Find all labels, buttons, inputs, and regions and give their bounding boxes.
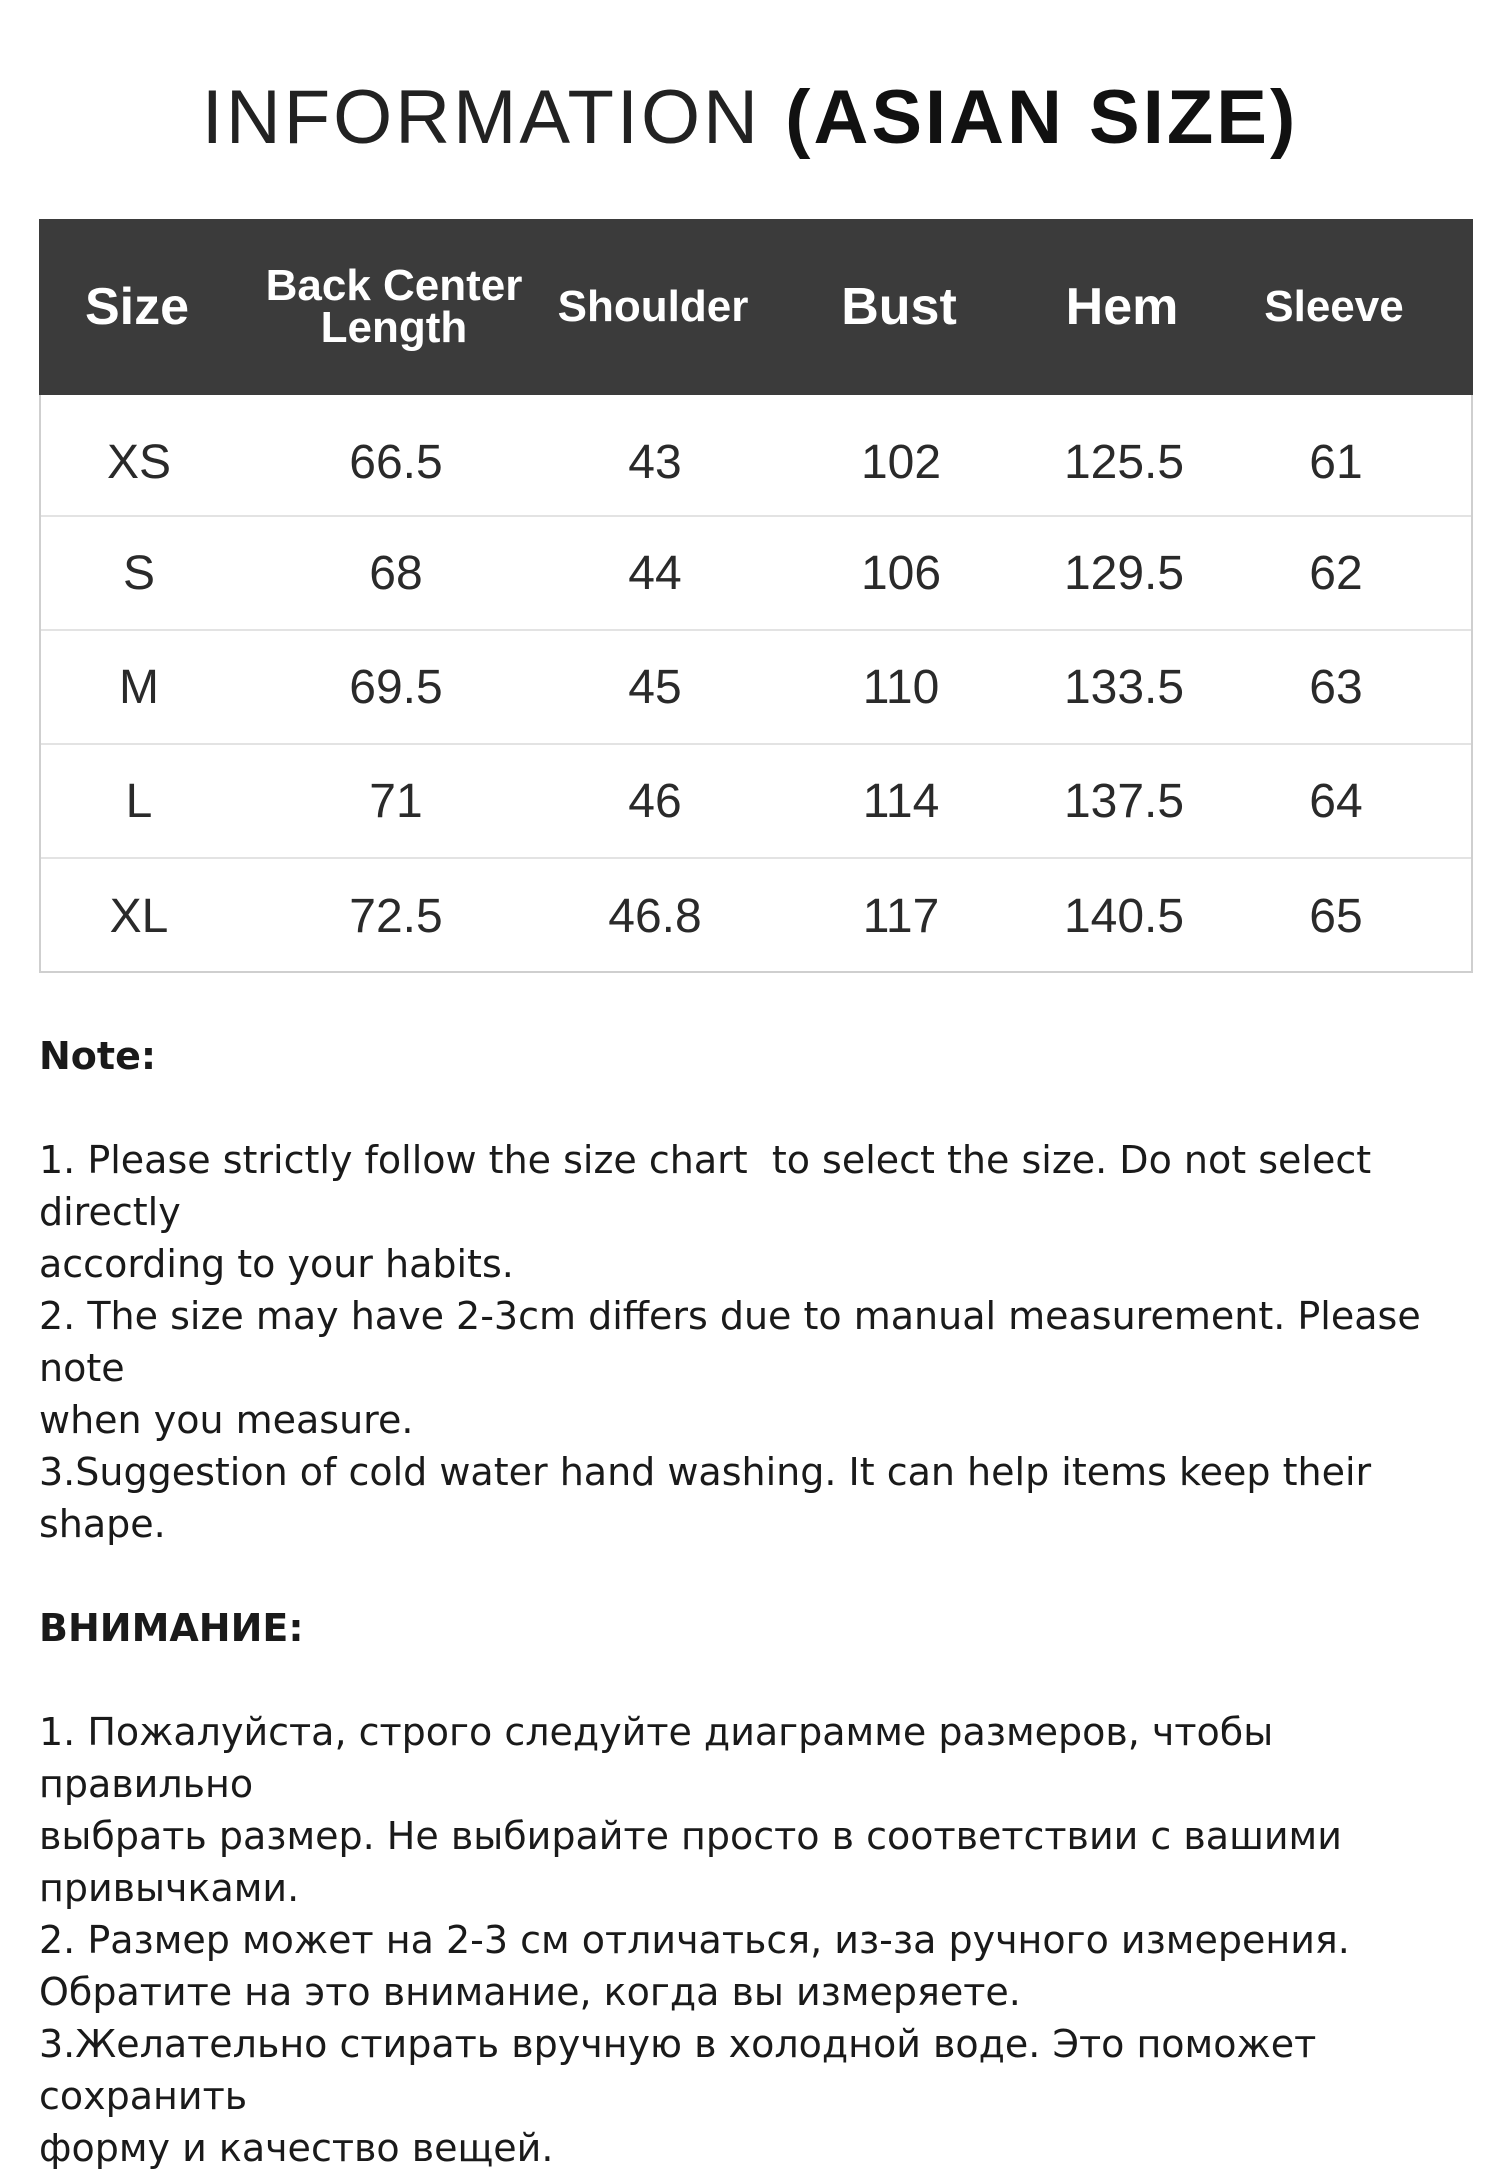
- cell-sleeve: 65: [1309, 889, 1363, 943]
- cell-hem: 140.5: [1063, 889, 1185, 943]
- cell-back-center-length: 69.5: [349, 660, 443, 714]
- cell-size: S: [122, 546, 155, 600]
- cell-sleeve: 64: [1309, 774, 1363, 828]
- note-line-ru: 1. Пожалуйста, строго следуйте диаграмме размеров, чтобы правильно: [39, 1710, 1286, 1806]
- cell-hem: 125.5: [1063, 435, 1185, 489]
- cell-back-center-length: 68: [369, 546, 423, 600]
- table-row: [41, 631, 1471, 745]
- cell-shoulder: 46.8: [608, 889, 702, 943]
- cell-bust: 102: [860, 435, 942, 489]
- note-line-en: according to your habits.: [39, 1242, 514, 1286]
- table-header-row: [39, 219, 1473, 395]
- spacer: [39, 1550, 1469, 1602]
- cell-hem: 137.5: [1063, 774, 1185, 828]
- note-line-ru: форму и качество вещей.: [39, 2126, 554, 2170]
- cell-bust: 117: [862, 889, 940, 943]
- title-prefix: INFORMATION: [201, 75, 762, 160]
- notes-section: [39, 1030, 1469, 2174]
- cell-sleeve: 61: [1309, 435, 1363, 489]
- note-line-en: 3.Suggestion of cold water hand washing. It can help items keep their shape.: [39, 1450, 1384, 1546]
- cell-bust: 106: [860, 546, 942, 600]
- cell-shoulder: 45: [628, 660, 682, 714]
- header-bust: Bust: [841, 278, 957, 336]
- cell-sleeve: 62: [1309, 546, 1363, 600]
- cell-size: M: [119, 660, 159, 714]
- table-row: [41, 859, 1471, 973]
- note-line-ru: 3.Желательно стирать вручную в холодной воде. Это поможет сохранить: [39, 2022, 1329, 2118]
- header-sleeve: Sleeve: [1264, 282, 1404, 331]
- cell-bust: 114: [862, 774, 940, 828]
- cell-back-center-length: 66.5: [349, 435, 443, 489]
- table-row: [41, 395, 1471, 517]
- table-row: [41, 517, 1471, 631]
- header-size: Size: [84, 278, 190, 336]
- cell-size: XL: [109, 889, 169, 943]
- header-shoulder: Shoulder: [557, 282, 749, 331]
- cell-back-center-length: 72.5: [349, 889, 443, 943]
- note-line-ru: выбрать размер. Не выбирайте просто в соответствии с вашими: [39, 1814, 1342, 1858]
- cell-shoulder: 46: [628, 774, 682, 828]
- note-line-ru: 2. Размер может на 2-3 см отличаться, из-за ручного измерения.: [39, 1918, 1350, 1962]
- cell-shoulder: 43: [628, 435, 682, 489]
- title-emphasis: (ASIAN SIZE): [785, 75, 1299, 160]
- cell-size: XS: [106, 435, 172, 489]
- cell-back-center-length: 71: [369, 774, 423, 828]
- note-line-en: when you measure.: [39, 1398, 414, 1442]
- cell-hem: 133.5: [1063, 660, 1185, 714]
- cell-bust: 110: [862, 660, 940, 714]
- cell-shoulder: 44: [628, 546, 682, 600]
- page-title: [0, 70, 1500, 166]
- cell-hem: 129.5: [1063, 546, 1185, 600]
- note-line-en: 2. The size may have 2-3cm differs due to manual measurement. Please note: [39, 1294, 1433, 1390]
- table-row: [41, 745, 1471, 859]
- table-body: [41, 395, 1471, 973]
- size-table: [39, 219, 1473, 973]
- cell-sleeve: 63: [1309, 660, 1363, 714]
- header-hem: Hem: [1065, 278, 1179, 336]
- note-heading-ru: ВНИМАНИЕ:: [39, 1606, 304, 1650]
- cell-size: L: [125, 774, 153, 828]
- note-line-ru: Обратите на это внимание, когда вы измеряете.: [39, 1970, 1021, 2014]
- note-heading-en: Note:: [39, 1034, 157, 1078]
- header-back-center-length: Back Center Length: [265, 261, 523, 352]
- note-line-ru: привычками.: [39, 1866, 300, 1910]
- note-line-en: 1. Please strictly follow the size chart to select the size. Do not select directly: [39, 1138, 1384, 1234]
